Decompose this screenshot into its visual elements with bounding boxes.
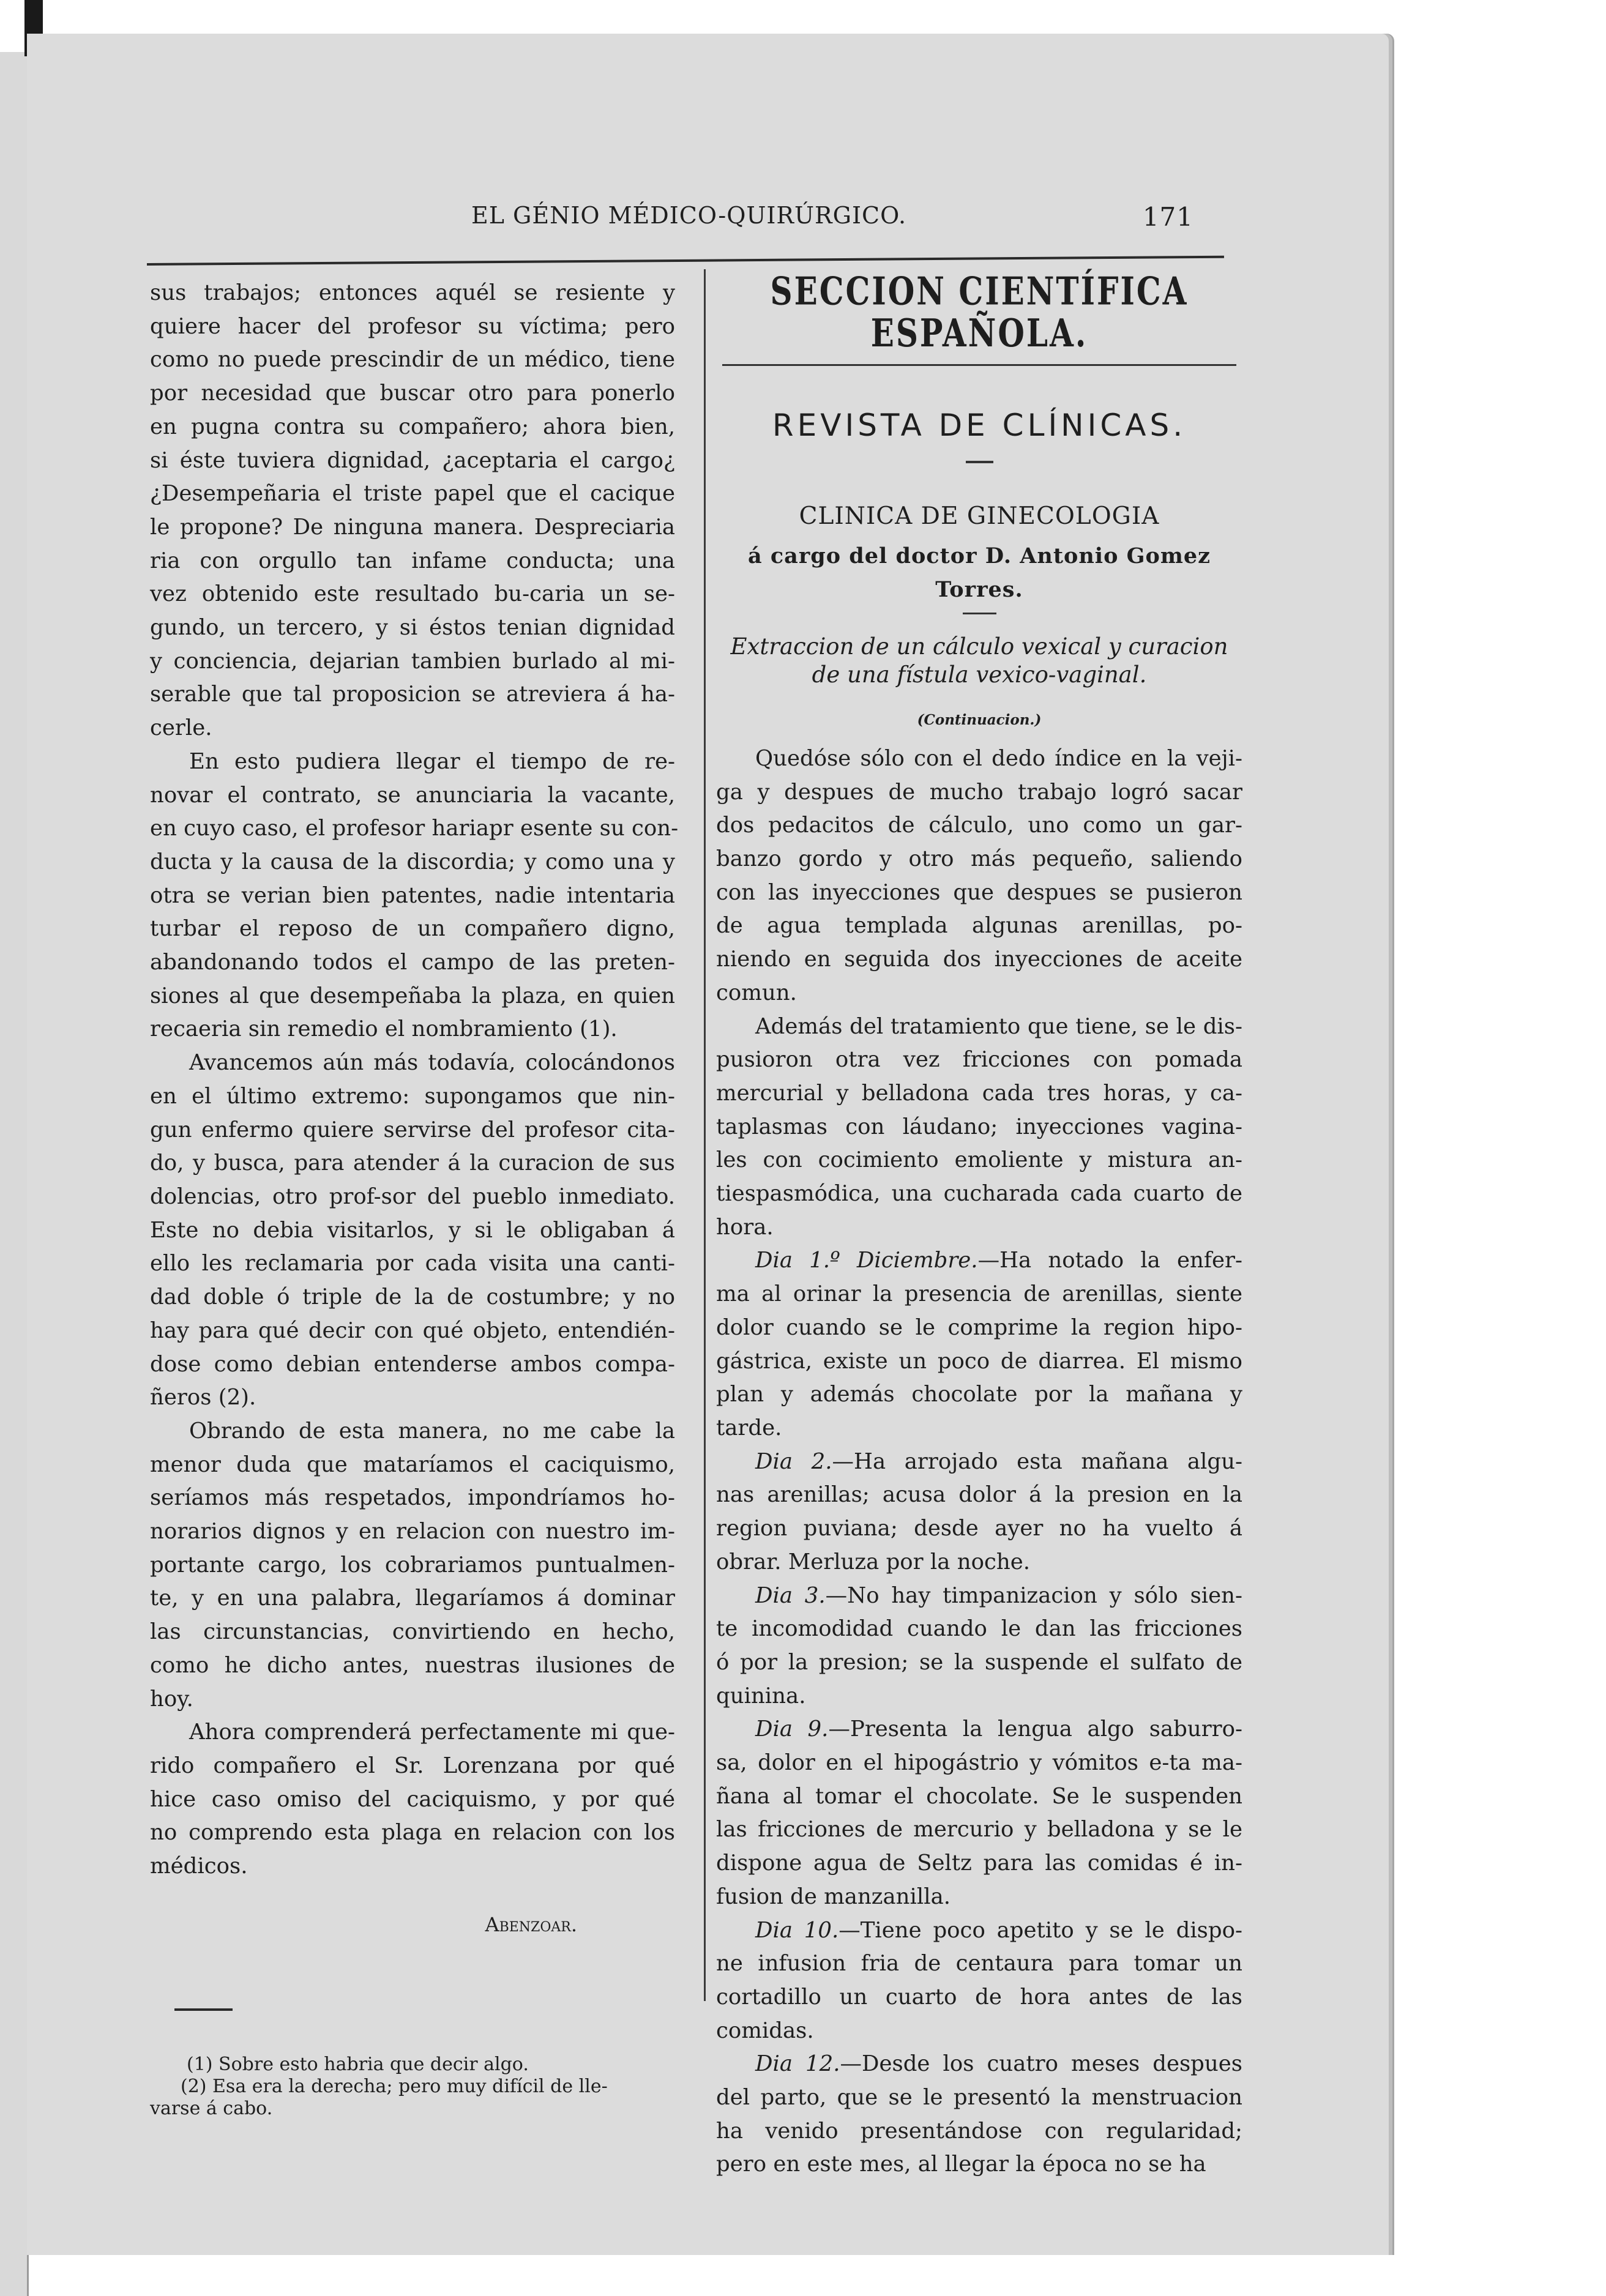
line-text: ello les reclamaria por cada visita una canti- — [150, 1251, 675, 1277]
line-text: sus trabajos; entonces aquél se resiente y — [150, 280, 675, 305]
text-line — [150, 1381, 675, 1415]
text-line — [150, 1582, 675, 1616]
clinic-title: CLINICA DE GINECOLOGIA — [799, 502, 1160, 531]
paragraph — [716, 1579, 1242, 1713]
line-text: en el último extremo: supongamos que nin- — [150, 1083, 675, 1109]
line-text: abandonando todos el campo de las preten- — [150, 950, 675, 975]
text-line — [150, 377, 675, 411]
left-column-body — [150, 277, 679, 1884]
line-text: mercurial y belladona cada tres horas, y ca- — [716, 1080, 1242, 1106]
text-line — [716, 1512, 1242, 1546]
text-line — [716, 1345, 1242, 1379]
text-line — [716, 1412, 1242, 1445]
paragraph — [150, 1716, 675, 1884]
text-line — [150, 343, 675, 377]
text-line — [716, 1144, 1242, 1177]
line-text: tiespasmódica, una cucharada cada cuarto de — [716, 1181, 1242, 1207]
line-text: recaeria sin remedio el nombramiento (1). — [150, 1016, 618, 1042]
text-line — [716, 1813, 1242, 1847]
line-text: taplasmas con láudano; inyecciones vagina- — [716, 1114, 1242, 1139]
text-line — [716, 1445, 1242, 1479]
text-line — [150, 1482, 675, 1515]
line-text: ma al orinar la presencia de arenillas, siente — [716, 1281, 1242, 1307]
paragraph — [716, 1713, 1242, 1914]
article-title-line-2: de una fístula vexico-vaginal. — [812, 662, 1147, 688]
line-text: dispone agua de Seltz para las comidas é in- — [716, 1851, 1242, 1876]
line-text: no comprendo esta plaga en relacion con los — [150, 1820, 675, 1846]
text-line — [716, 1478, 1242, 1512]
line-text: quinina. — [716, 1683, 806, 1709]
text-line — [716, 1077, 1242, 1111]
text-line — [150, 1214, 675, 1248]
footnote-2-continued: varse á cabo. — [150, 2098, 273, 2120]
text-line — [150, 1549, 675, 1582]
text-line — [716, 2115, 1242, 2149]
paragraph — [716, 1244, 1242, 1445]
text-line — [716, 1880, 1242, 1914]
line-text: Ahora comprenderá perfectamente mi que- — [189, 1720, 675, 1745]
paragraph — [716, 1445, 1242, 1579]
line-text: ó por la presion; se la suspende el sulfato de — [716, 1649, 1242, 1675]
line-text: —Ha notado la enfer- — [977, 1248, 1242, 1273]
line-text: Obrando de esta manera, no me cabe la — [189, 1418, 675, 1444]
text-line — [716, 1981, 1242, 2015]
line-text: gundo, un tercero, y si éstos tenian dignidad — [150, 615, 675, 641]
short-rule-2 — [963, 613, 996, 614]
text-line — [716, 2015, 1242, 2048]
line-text: ñana al tomar el chocolate. Se le suspenden — [716, 1783, 1242, 1809]
text-line — [150, 1180, 675, 1214]
line-text: cortadillo un cuarto de hora antes de las — [716, 1984, 1242, 2010]
article-title-line-1: Extraccion de un cálculo vexical y curacion — [730, 633, 1228, 660]
page-number: 171 — [1142, 202, 1193, 232]
line-text: del parto, que se le presentó la menstruacion — [716, 2085, 1242, 2111]
text-line — [150, 779, 675, 813]
line-text: en cuyo caso, el profesor hariapr esente su con- — [150, 816, 679, 841]
line-text: seríamos más respetados, impondríamos ho- — [150, 1485, 675, 1511]
right-column — [716, 268, 1243, 2182]
line-text: —Presenta la lengua algo saburro- — [828, 1716, 1243, 1742]
text-line — [150, 1716, 675, 1750]
text-line — [716, 909, 1242, 943]
line-text: si éste tuviera dignidad, ¿aceptaria el cargo¿ — [150, 447, 675, 473]
text-line — [150, 1348, 675, 1382]
text-line — [150, 1448, 675, 1482]
paragraph — [716, 1010, 1242, 1245]
paragraph — [716, 1914, 1242, 2048]
line-text: en pugna contra su compañero; ahora bien, — [150, 414, 675, 439]
text-line — [150, 1683, 675, 1716]
day-label: Dia 10. — [755, 1917, 839, 1943]
line-text: gun enfermo quiere servirse del profesor cita- — [150, 1117, 675, 1142]
text-line — [716, 943, 1242, 977]
text-line — [716, 977, 1242, 1010]
line-text: como he dicho antes, nuestras ilusiones de — [150, 1652, 675, 1678]
line-text: ha venido presentándose con regularidad; — [716, 2118, 1242, 2144]
text-line — [150, 477, 675, 511]
text-line — [150, 1850, 675, 1884]
article-title — [716, 633, 1242, 689]
continuation-note: (Continuacion.) — [917, 712, 1042, 729]
line-text: te incomodidad cuando le dan las fricciones — [716, 1616, 1242, 1642]
line-text: region puviana; desde ayer no ha vuelto á — [716, 1516, 1242, 1541]
right-column-body — [716, 742, 1242, 2182]
text-line — [716, 1211, 1242, 1245]
line-text: novar el contrato, se anunciaria la vacante, — [150, 782, 675, 808]
in-charge-line: á cargo del doctor D. Antonio Gomez Torres. — [747, 543, 1211, 602]
line-text: las circunstancias, convirtiendo en hecho, — [150, 1619, 675, 1645]
line-text: plan y además chocolate por la mañana y — [716, 1382, 1242, 1407]
line-text: fusion de manzanilla. — [716, 1884, 951, 1909]
line-text: hora. — [716, 1214, 774, 1240]
text-line — [150, 946, 675, 980]
text-line — [150, 1013, 675, 1046]
line-text: gástrica, existe un poco de diarrea. El mismo — [716, 1348, 1242, 1374]
line-text: —No hay timpanizacion y sólo sien- — [825, 1582, 1243, 1608]
footnote-rule — [174, 2008, 233, 2011]
text-line — [150, 1147, 675, 1180]
line-text: do, y busca, para atender á la curacion de sus — [150, 1150, 675, 1176]
line-text: ñeros (2). — [150, 1385, 256, 1411]
text-line — [716, 1713, 1242, 1746]
section-rule — [722, 364, 1236, 366]
line-text: ria con orgullo tan infame conducta; una — [150, 548, 675, 573]
line-text: En esto pudiera llegar el tiempo de re- — [189, 748, 675, 774]
line-text: cerle. — [150, 715, 212, 741]
paragraph — [150, 277, 675, 745]
line-text: por necesidad que buscar otro para ponerlo — [150, 381, 675, 406]
line-text: Este no debia visitarlos, y si le obligaban á — [150, 1217, 675, 1243]
text-line — [150, 611, 675, 645]
text-line — [150, 1649, 675, 1683]
column-divider — [704, 269, 706, 2001]
line-text: —Desde los cuatro meses despues — [840, 2051, 1242, 2077]
line-text: menor duda que mataríamos el caciquismo, — [150, 1452, 675, 1477]
line-text: pusioron otra vez fricciones con pomada — [716, 1047, 1242, 1073]
line-text: otra se verian bien patentes, nadie intentaria — [150, 882, 675, 908]
line-text: obrar. Merluza por la noche. — [716, 1549, 1030, 1575]
text-line — [716, 1111, 1242, 1144]
line-text: dolor cuando se le comprime la region hipo- — [716, 1314, 1242, 1340]
text-line — [716, 1043, 1242, 1077]
line-text: tarde. — [716, 1415, 782, 1441]
text-line — [150, 444, 675, 478]
text-line — [716, 2048, 1242, 2081]
text-line — [150, 1281, 675, 1314]
text-line — [150, 578, 675, 611]
running-head — [471, 202, 1193, 239]
line-text: comidas. — [716, 2018, 814, 2043]
text-line — [150, 846, 675, 879]
footnote-1: (1) Sobre esto habria que decir algo. — [187, 2054, 529, 2076]
text-line — [150, 912, 675, 946]
text-line — [150, 511, 675, 545]
line-text: serable que tal proposicion se atreviera á ha- — [150, 682, 675, 707]
line-text: quiere hacer del profesor su víctima; pero — [150, 313, 675, 339]
text-line — [150, 1616, 675, 1649]
section-title: SECCION CIENTÍFICA ESPAÑOLA. — [770, 268, 1189, 356]
text-line — [716, 1612, 1242, 1646]
line-text: turbar el reposo de un compañero digno, — [150, 916, 675, 942]
text-line — [716, 1010, 1242, 1044]
footnote-2: (2) Esa era la derecha; pero muy difícil de lle- — [181, 2076, 608, 2098]
text-line — [150, 411, 675, 444]
line-text: le propone? De ninguna manera. Despreciaria — [150, 514, 675, 540]
text-line — [150, 1415, 675, 1448]
text-line — [150, 712, 675, 745]
author-signature: Abenzoar. — [485, 1912, 577, 1936]
line-text: dad doble ó triple de la de costumbre; y no — [150, 1284, 675, 1310]
line-text: ¿Desempeñaria el triste papel que el cacique — [150, 481, 675, 507]
text-line — [716, 1746, 1242, 1780]
running-title: EL GÉNIO MÉDICO-QUIRÚRGICO. — [471, 202, 907, 229]
line-text: les con cocimiento emoliente y mistura an- — [716, 1147, 1242, 1173]
previous-page-edge — [0, 52, 29, 2296]
text-line — [716, 1947, 1242, 1981]
line-text: hoy. — [150, 1686, 193, 1712]
review-title: REVISTA DE CLÍNICAS. — [772, 408, 1187, 444]
line-text: ne infusion fria de centaura para tomar un — [716, 1951, 1242, 1977]
text-line — [716, 1646, 1242, 1680]
line-text: siones al que desempeñaba la plaza, en quien — [150, 983, 675, 1008]
text-line — [716, 1680, 1242, 1713]
line-text: vez obtenido este resultado bu-caria un se- — [150, 581, 675, 607]
line-text: —Ha arrojado esta mañana algu- — [832, 1448, 1242, 1474]
text-line — [716, 1914, 1242, 1948]
text-line — [150, 277, 675, 310]
paragraph — [716, 742, 1242, 1010]
line-text: hice caso omiso del caciquismo, y por qué — [150, 1786, 675, 1812]
text-line — [150, 310, 675, 344]
line-text: médicos. — [150, 1854, 248, 1879]
line-text: Quedóse sólo con el dedo índice en la veji- — [755, 745, 1242, 771]
line-text: Además del tratamiento que tiene, se le dis- — [755, 1013, 1242, 1039]
line-text: te, y en una palabra, llegaríamos á dominar — [150, 1586, 675, 1611]
text-line — [150, 1046, 675, 1080]
line-text: —Tiene poco apetito y se le dispo- — [838, 1917, 1242, 1943]
day-label: Dia 1.º Diciembre. — [755, 1248, 978, 1273]
text-line — [716, 1244, 1242, 1278]
footnotes — [150, 2054, 675, 2120]
line-text: ducta y la causa de la discordia; y como una y — [150, 849, 675, 874]
text-line — [716, 876, 1242, 910]
line-text: banzo gordo y otro más pequeño, saliendo — [716, 846, 1242, 872]
text-line — [150, 1114, 675, 1147]
text-line — [716, 1546, 1242, 1579]
text-line — [716, 742, 1242, 776]
line-text: portante cargo, los cobrariamos puntualmen- — [150, 1552, 675, 1578]
text-line — [150, 545, 675, 578]
line-text: rido compañero el Sr. Lorenzana por qué — [150, 1753, 675, 1778]
paragraph — [150, 1415, 675, 1716]
line-text: comun. — [716, 980, 797, 1005]
left-column — [150, 277, 679, 2120]
day-label: Dia 12. — [755, 2051, 840, 2077]
line-text: ga y despues de mucho trabajo logró sacar — [716, 779, 1242, 805]
text-line — [716, 1847, 1242, 1880]
text-line — [150, 645, 675, 679]
paragraph — [150, 745, 679, 1046]
line-text: pero en este mes, al llegar la época no se ha — [716, 2152, 1206, 2177]
paragraph — [150, 1046, 675, 1415]
line-text: nas arenillas; acusa dolor á la presion en la — [716, 1482, 1242, 1508]
text-line — [150, 745, 675, 779]
short-rule — [966, 461, 993, 463]
line-text: con las inyecciones que despues se pusieron — [716, 879, 1242, 905]
day-label: Dia 2. — [755, 1448, 832, 1474]
paragraph — [716, 2048, 1242, 2182]
text-line — [150, 1247, 675, 1281]
day-label: Dia 9. — [755, 1716, 829, 1742]
text-line — [150, 1080, 675, 1114]
text-line — [716, 1780, 1242, 1814]
text-line — [150, 1515, 675, 1549]
text-line — [716, 1378, 1242, 1412]
line-text: Avancemos aún más todavía, colocándonos — [189, 1050, 675, 1076]
text-line — [150, 879, 675, 913]
day-label: Dia 3. — [755, 1582, 826, 1608]
line-text: dos pedacitos de cálculo, uno como un gar- — [716, 813, 1242, 838]
text-line — [716, 1177, 1242, 1211]
text-line — [150, 1816, 675, 1850]
line-text: las fricciones de mercurio y belladona y se le — [716, 1817, 1242, 1843]
text-line — [716, 1278, 1242, 1311]
text-line — [150, 812, 679, 846]
line-text: hay para qué decir con qué objeto, entendién- — [150, 1318, 675, 1343]
line-text: sa, dolor en el hipogástrio y vómitos e-ta ma- — [716, 1750, 1242, 1776]
text-line — [716, 2148, 1242, 2182]
text-line — [716, 2081, 1242, 2115]
line-text: dose como debian entenderse ambos compa- — [150, 1351, 675, 1377]
text-line — [716, 1579, 1242, 1613]
line-text: norarios dignos y en relacion con nuestro im- — [150, 1519, 675, 1545]
line-text: dolencias, otro prof-sor del pueblo inmediato. — [150, 1183, 675, 1209]
text-line — [150, 1314, 675, 1348]
text-line — [150, 678, 675, 712]
text-line — [716, 1311, 1242, 1345]
text-line — [150, 1783, 675, 1817]
line-text: niendo en seguida dos inyecciones de aceite — [716, 947, 1242, 972]
line-text: como no puede prescindir de un médico, tiene — [150, 347, 675, 373]
line-text: y conciencia, dejarian tambien burlado al mi- — [150, 648, 675, 674]
text-line — [716, 809, 1242, 843]
text-line — [150, 980, 675, 1013]
text-line — [716, 843, 1242, 876]
text-line — [150, 1750, 675, 1783]
text-line — [716, 776, 1242, 810]
line-text: de agua templada algunas arenillas, po- — [716, 913, 1242, 939]
